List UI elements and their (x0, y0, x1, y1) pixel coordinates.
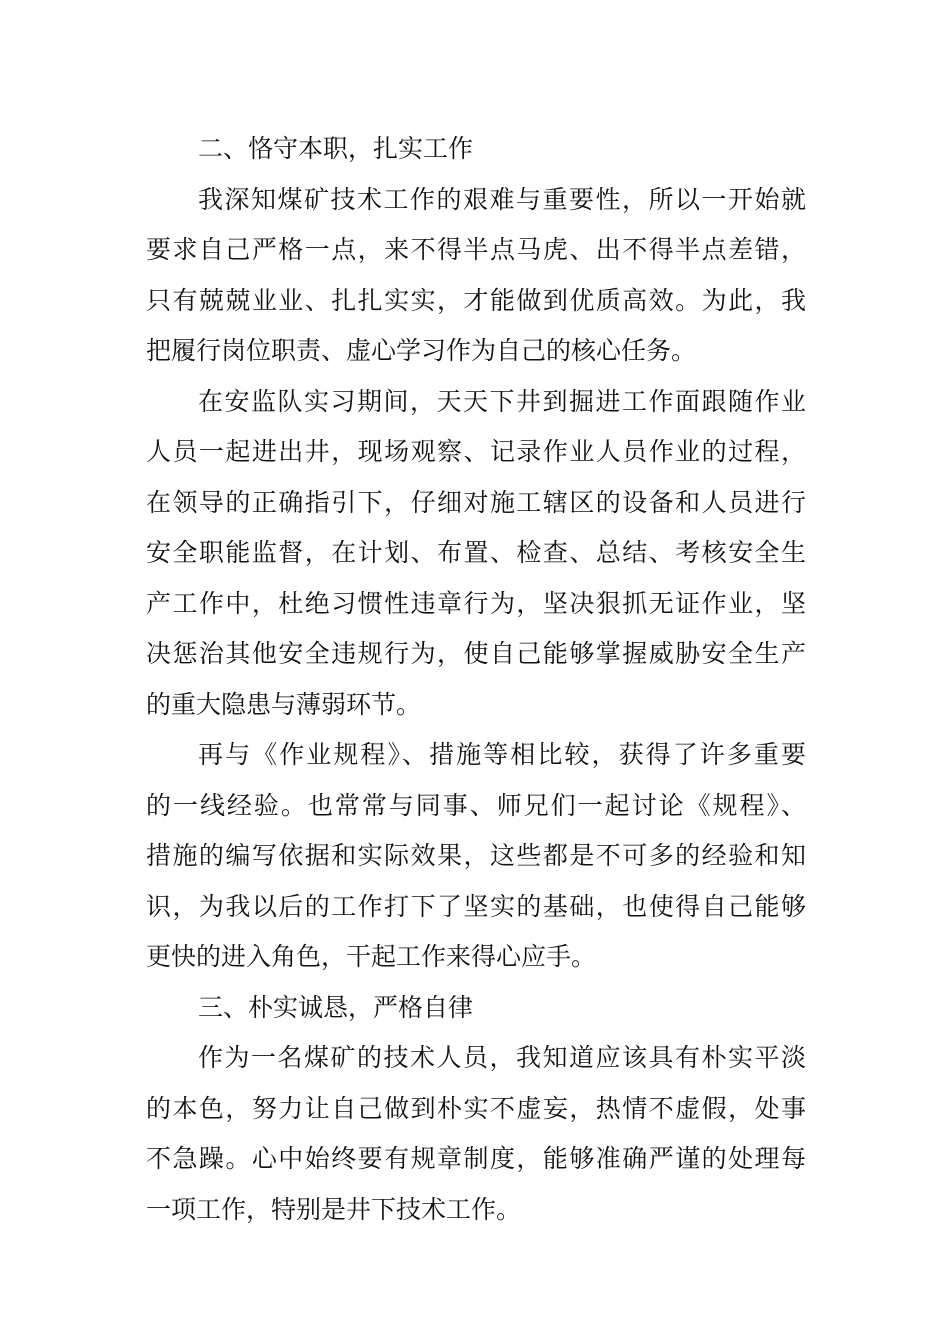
paragraph-line: 把履行岗位职责、虚心学习作为自己的核心任务。 (146, 336, 697, 365)
document-body (146, 124, 806, 1235)
paragraph-line: 在领导的正确指引下，仔细对施工辖区的设备和人员进行 (146, 487, 806, 517)
paragraph-line: 识，为我以后的工作打下了坚实的基础，也使得自己能够 (146, 891, 806, 921)
paragraph-line: 再与《作业规程》、措施等相比较，获得了许多重要 (198, 740, 806, 769)
paragraph-line: 的重大隐患与薄弱环节。 (146, 689, 422, 719)
paragraph-line: 不急躁。心中始终要有规章制度，能够准确严谨的处理每 (146, 1144, 806, 1173)
paragraph-line: 决惩治其他安全违规行为，使自己能够掌握威胁安全生产 (146, 639, 806, 668)
paragraph-line: 人员一起进出井，现场观察、记录作业人员作业的过程， (146, 437, 806, 466)
section-heading-2: 二、恪守本职，扎实工作 (198, 134, 474, 163)
paragraph-line: 只有兢兢业业、扎扎实实，才能做到优质高效。为此，我 (146, 285, 806, 315)
paragraph-line: 的一线经验。也常常与同事、师兄们一起讨论《规程》、 (146, 790, 806, 820)
paragraph-line: 安全职能监督，在计划、布置、检查、总结、考核安全生 (146, 538, 806, 567)
section-heading-3: 三、朴实诚恳，严格自律 (198, 992, 474, 1022)
paragraph-line: 产工作中，杜绝习惯性违章行为，坚决狠抓无证作业，坚 (146, 588, 806, 618)
paragraph-line: 作为一名煤矿的技术人员，我知道应该具有朴实平淡 (198, 1043, 806, 1072)
paragraph-line: 要求自己严格一点，来不得半点马虎、出不得半点差错， (146, 235, 806, 264)
paragraph-line: 在安监队实习期间，天天下井到掘进工作面跟随作业 (198, 386, 806, 416)
paragraph-line: 更快的进入角色，干起工作来得心应手。 (146, 942, 597, 971)
paragraph-line: 一项工作，特别是井下技术工作。 (146, 1194, 522, 1224)
paragraph-line: 我深知煤矿技术工作的艰难与重要性，所以一开始就 (198, 184, 806, 214)
paragraph-line: 措施的编写依据和实际效果，这些都是不可多的经验和知 (146, 841, 806, 870)
paragraph-line: 的本色，努力让自己做到朴实不虚妄，热情不虚假，处事 (146, 1093, 806, 1123)
